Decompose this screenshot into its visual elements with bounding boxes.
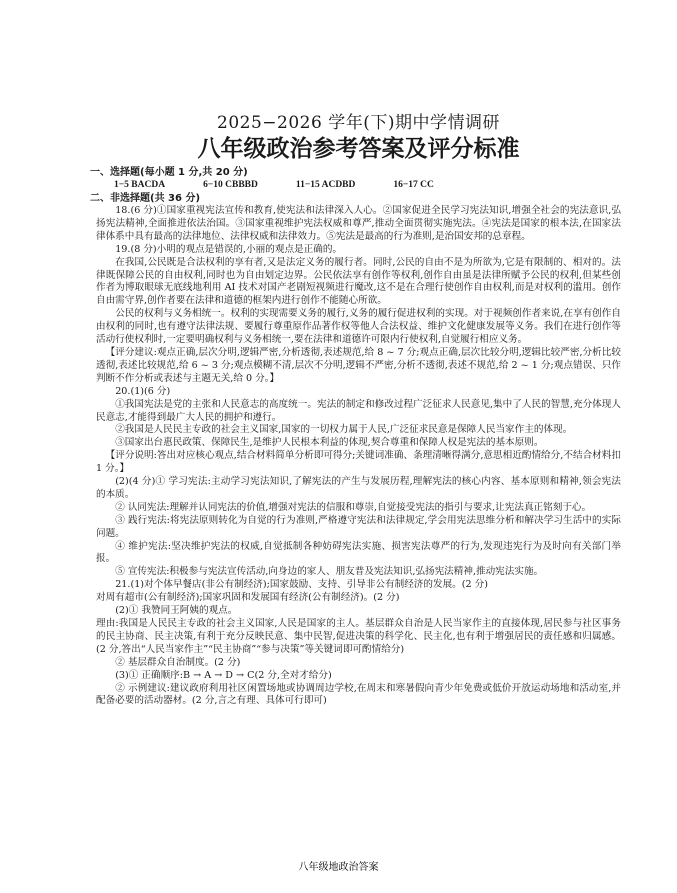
q20-1-point: ③国家出台惠民政策、保障民生,是维护人民根本利益的体现,契合尊重和保障人权是宪法的基本原则。	[115, 437, 544, 449]
q18-answer: 18.(6 分)①国家重视宪法宣传和教育,使宪法和法律深入人心。②国家促进全民学习宪法知识,增强全社会的宪法意识,弘扬宪法精神,全面推进依法治国。③国家重视维护宪法权威和尊严,推动全面贯彻实施宪法。④宪法是国家的根本法,在国家法律体系中具有最高的法律地位、法律权威和法律效力。⑤宪法是最高的行为准则,是治国安邦的总章程。	[96, 205, 621, 242]
choice-answer-group: 1−5 BACDA	[114, 180, 166, 190]
q21-2-answer: (2)① 我赞同王阿姨的观点。	[115, 605, 238, 617]
q19-paragraph: 公民的权利与义务相统一。权利的实现需要义务的履行,义务的履行促进权利的实现。对于视频创作者来说,在享有创作自由权利的同时,也有遵守法律法规、要履行尊重原作品著作权等他人合法权益、维护文化健康发展等义务。我们在进行创作等活动行使权利时,一定要明确权利与义务相统一,要在法律和道德许可限内行使权利,自觉履行相应义务。	[96, 308, 621, 346]
q20-2-point: (2)(4 分)① 学习宪法:主动学习宪法知识,了解宪法的产生与发展历程,理解宪法的核心内容、基本原则和精神,领会宪法的本质。	[96, 476, 621, 500]
q20-2-point: ③ 践行宪法:将宪法原则转化为自觉的行为准则,严格遵守宪法和法律规定,学会用宪法思维分析和解决学习生活中的实际问题。	[96, 514, 621, 539]
q21-3-suggestion: ② 示例建议:建议政府利用社区闲置场地或协调周边学校,在周末和寒暑假向青少年免费或低价开放运动场地和活动室,并配备必要的活动器材。(2 分,言之有理、具体可行即可)	[96, 682, 621, 707]
q21-2-answer: ② 基层群众自治制度。(2 分)	[115, 656, 241, 668]
q21-2-reason: 理由:我国是人民民主专政的社会主义国家,人民是国家的主人。基层群众自治是人民当家作主的直接体现,居民参与社区事务的民主协商、民主决策,有利于充分反映民意、集中民智,促进决策的科学化、民主化,也有利于增强居民的责任感和归属感。(2 分,答出“人民当家作主”“民主协商”“参与决策”等关键词即可酌情给分)	[96, 618, 621, 655]
q21-1-answer: 对周有超市(公有制经济);国家巩固和发展国有经济(公有制经济)。(2 分)	[96, 592, 400, 604]
choice-answers	[96, 179, 621, 192]
q19-paragraph: 在我国,公民既是合法权利的享有者,又是法定义务的履行者。同时,公民的自由不是为所欲为,它是有限制的、相对的。法律既保障公民的自由权利,同时也为自由划定边界。公民依法享有创作等权利,创作自由虽是法律所赋予公民的权利,但某些创作者为博取眼球无底线地利用 AI 技术对国产老剧短视频进行魔改,这不是在合理行使创作自由权利,而是对权利的滥用。创作自由需守界,创作者要在法律和道德的框架内进行创作不能随心所欲。	[96, 256, 621, 307]
q20-scoring-note: 【评分说明:答出对应核心观点,结合材料简单分析即可得分;关键词准确、条理清晰得满分,意思相近酌情给分,不结合材料扣 1 分。】	[96, 450, 621, 475]
choice-answer-group: 11−15 ACDBD	[295, 180, 356, 190]
q20-1-heading: 20.(1)(6 分)	[115, 385, 171, 397]
section-essay-heading: 二、非选择题(共 36 分)	[90, 193, 201, 204]
q19-scoring-note: 【评分建议:观点正确,层次分明,逻辑严密,分析透彻,表述规范,给 8 ~ 7 分;观点正确,层次比较分明,逻辑比较严密,分析比较透彻,表述比较规范,给 6 ~ 3 分;观点模糊不清,层次不分明,逻辑不严密,分析不透彻,表述不规范,给 2 ~ 1 分;观点错误、只作判断不作分析或表述与主题无关,给 0 分。】	[96, 346, 621, 384]
answer-key-title: 八年级政治参考答案及评分标准	[197, 136, 520, 162]
exam-title: 2025−2026 学年(下)期中学情调研	[217, 113, 500, 133]
page-footer: 八年级地政治答案	[298, 862, 379, 873]
q20-1-point: ②我国是人民民主专政的社会主义国家,国家的一切权力属于人民,广泛征求民意是保障人民当家作主的体现。	[115, 424, 573, 436]
q20-2-point: ④ 维护宪法:坚决维护宪法的权威,自觉抵制各种妨碍宪法实施、损害宪法尊严的行为,发现违宪行为及时向有关部门举报。	[96, 540, 621, 565]
q21-1-answer: 21.(1)对个体早餐店(非公有制经济);国家鼓励、支持、引导非公有制经济的发展。(2 分)	[115, 579, 488, 591]
choice-answer-group: 16−17 CC	[393, 180, 434, 190]
choice-answer-group: 6−10 CBBBD	[203, 180, 258, 190]
q20-2-point: ⑤ 宣传宪法:积极参与宪法宣传活动,向身边的家人、朋友普及宪法知识,弘扬宪法精神,推动宪法实施。	[115, 566, 544, 578]
q19-verdict: 19.(8 分)小明的观点是错误的,小丽的观点是正确的。	[115, 243, 343, 255]
q20-2-point: ② 认同宪法:理解并认同宪法的价值,增强对宪法的信服和尊崇,自觉接受宪法的指引与要求,让宪法真正铭刻于心。	[115, 501, 592, 513]
q20-1-point: ①我国宪法是党的主张和人民意志的高度统一。宪法的制定和修改过程广泛征求人民意见,集中了人民的智慧,充分体现人民意志,才能得到最广大人民的拥护和遵行。	[96, 398, 621, 423]
section-choice-heading: 一、选择题(每小题 1 分,共 20 分)	[90, 167, 248, 178]
q21-3-answer: (3)① 正确顺序:B → A → D → C(2 分,全对才给分)	[115, 669, 332, 681]
